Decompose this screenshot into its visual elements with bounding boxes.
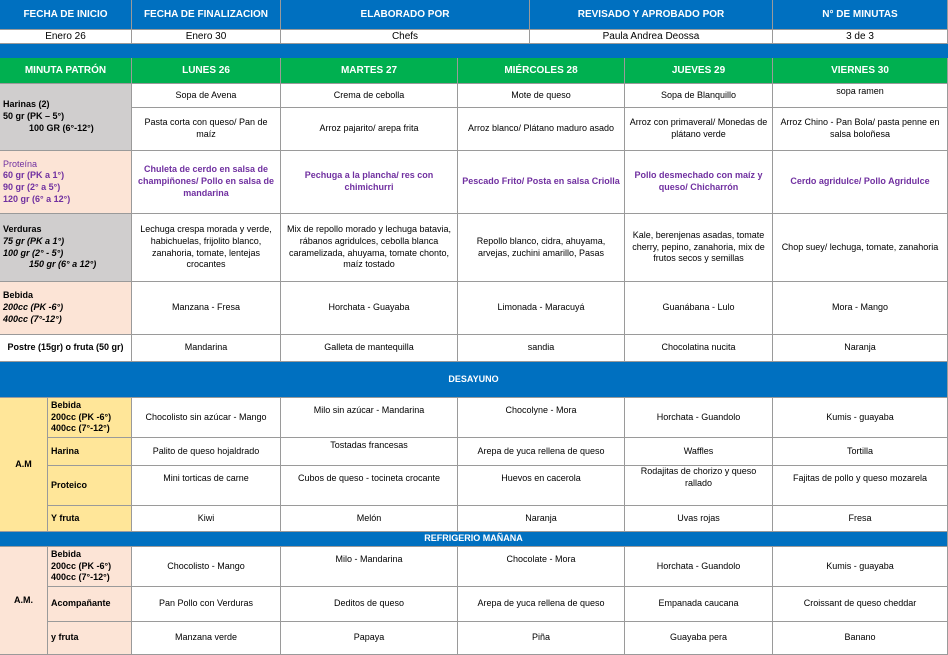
desayuno-bebida-viernes: Kumis - guayaba <box>773 398 948 438</box>
desayuno-fruta-martes: Melón <box>281 506 458 532</box>
desayuno-fruta-lunes: Kiwi <box>132 506 281 532</box>
postre-lunes: Mandarina <box>132 335 281 362</box>
refrigerio-acomp-jueves: Empanada caucana <box>625 587 773 622</box>
desayuno-fruta-jueves: Uvas rojas <box>625 506 773 532</box>
refrigerio-bebida-jueves: Horchata - Guandolo <box>625 547 773 587</box>
label-desayuno-proteico: Proteico <box>48 466 132 506</box>
refrigerio-bebida-lunes: Chocolisto - Mango <box>132 547 281 587</box>
refrigerio-fruta-miercoles: Piña <box>458 622 625 655</box>
desayuno-proteico-jueves: Rodajitas de chorizo y queso rallado <box>625 466 773 506</box>
desayuno-harina-lunes: Palito de queso hojaldrado <box>132 438 281 466</box>
desayuno-bebida-miercoles: Chocolyne - Mora <box>458 398 625 438</box>
harinas-principal-miercoles: Arroz blanco/ Plátano maduro asado <box>458 108 625 151</box>
harinas-sopa-jueves: Sopa de Blanquillo <box>625 84 773 108</box>
header-fecha-inicio: FECHA DE INICIO <box>0 0 132 30</box>
harinas-principal-viernes: Arroz Chino - Pan Bola/ pasta penne en salsa boloñesa <box>773 108 948 151</box>
label-refrigerio-acompanante: Acompañante <box>48 587 132 622</box>
label-postre: Postre (15gr) o fruta (50 gr) <box>0 335 132 362</box>
harinas-sopa-miercoles: Mote de queso <box>458 84 625 108</box>
group-am-desayuno: A.M <box>0 398 48 532</box>
proteina-lunes: Chuleta de cerdo en salsa de champiñones/ Pollo en salsa de mandarina <box>132 151 281 214</box>
harinas-sopa-martes: Crema de cebolla <box>281 84 458 108</box>
value-numero-minutas: 3 de 3 <box>773 30 948 44</box>
harinas-principal-martes: Arroz pajarito/ arepa frita <box>281 108 458 151</box>
desayuno-bebida-lunes: Chocolisto sin azúcar - Mango <box>132 398 281 438</box>
value-elaborado-por: Chefs <box>281 30 530 44</box>
divider-bar <box>0 44 948 58</box>
desayuno-harina-martes: Tostadas francesas <box>281 438 458 466</box>
refrigerio-bebida-martes: Milo - Mandarina <box>281 547 458 587</box>
desayuno-bebida-jueves: Horchata - Guandolo <box>625 398 773 438</box>
label-desayuno-harina: Harina <box>48 438 132 466</box>
refrigerio-bebida-miercoles: Chocolate - Mora <box>458 547 625 587</box>
postre-miercoles: sandia <box>458 335 625 362</box>
menu-header-minuta: MINUTA PATRÓN <box>0 58 132 84</box>
label-refrigerio-bebida: Bebida 200cc (PK -6°) 400cc (7°-12°) <box>48 547 132 587</box>
bebida-martes: Horchata - Guayaba <box>281 282 458 335</box>
postre-jueves: Chocolatina nucita <box>625 335 773 362</box>
desayuno-fruta-viernes: Fresa <box>773 506 948 532</box>
label-refrigerio-fruta: y fruta <box>48 622 132 655</box>
refrigerio-fruta-lunes: Manzana verde <box>132 622 281 655</box>
header-revisado-por: REVISADO Y APROBADO POR <box>530 0 773 30</box>
label-desayuno-fruta: Y fruta <box>48 506 132 532</box>
label-proteina: Proteína 60 gr (PK a 1°) 90 gr (2° a 5°) 120 gr (6° a 12°) <box>0 151 132 214</box>
refrigerio-acomp-lunes: Pan Pollo con Verduras <box>132 587 281 622</box>
proteina-jueves: Pollo desmechado con maíz y queso/ Chicharrón <box>625 151 773 214</box>
desayuno-proteico-miercoles: Huevos en cacerola <box>458 466 625 506</box>
refrigerio-acomp-martes: Deditos de queso <box>281 587 458 622</box>
value-revisado-por: Paula Andrea Deossa <box>530 30 773 44</box>
refrigerio-fruta-jueves: Guayaba pera <box>625 622 773 655</box>
harinas-sopa-viernes: sopa ramen <box>773 84 948 108</box>
menu-header-lunes: LUNES 26 <box>132 58 281 84</box>
harinas-sopa-lunes: Sopa de Avena <box>132 84 281 108</box>
label-desayuno-bebida: Bebida 200cc (PK -6°) 400cc (7°-12°) <box>48 398 132 438</box>
verduras-miercoles: Repollo blanco, cidra, ahuyama, arvejas, zuchini amarillo, Pasas <box>458 214 625 282</box>
proteina-viernes: Cerdo agridulce/ Pollo Agridulce <box>773 151 948 214</box>
value-fecha-finalizacion: Enero 30 <box>132 30 281 44</box>
menu-header-viernes: VIERNES 30 <box>773 58 948 84</box>
section-refrigerio: REFRIGERIO MAÑANA <box>0 532 948 547</box>
section-desayuno: DESAYUNO <box>0 362 948 398</box>
harinas-principal-lunes: Pasta corta con queso/ Pan de maíz <box>132 108 281 151</box>
menu-header-jueves: JUEVES 29 <box>625 58 773 84</box>
desayuno-proteico-viernes: Fajitas de pollo y queso mozarela <box>773 466 948 506</box>
label-verduras: Verduras 75 gr (PK a 1°) 100 gr (2° - 5°) 150 gr (6° a 12°) <box>0 214 132 282</box>
bebida-lunes: Manzana - Fresa <box>132 282 281 335</box>
postre-martes: Galleta de mantequilla <box>281 335 458 362</box>
header-elaborado-por: ELABORADO POR <box>281 0 530 30</box>
proteina-martes: Pechuga a la plancha/ res con chimichurri <box>281 151 458 214</box>
bebida-miercoles: Limonada - Maracuyá <box>458 282 625 335</box>
refrigerio-bebida-viernes: Kumis - guayaba <box>773 547 948 587</box>
verduras-lunes: Lechuga crespa morada y verde, habichuelas, frijolito blanco, zanahoria, tomate, lentejas crocantes <box>132 214 281 282</box>
label-harinas: Harinas (2) 50 gr (PK – 5°) 100 GR (6°-12°) <box>0 84 132 151</box>
proteina-miercoles: Pescado Frito/ Posta en salsa Criolla <box>458 151 625 214</box>
label-bebida: Bebida 200cc (PK -6°) 400cc (7°-12°) <box>0 282 132 335</box>
verduras-martes: Mix de repollo morado y lechuga batavia, rábanos agridulces, cebolla blanca caramelizada, ahuyama, tomate chonto, maíz tostado <box>281 214 458 282</box>
menu-header-miercoles: MIÉRCOLES 28 <box>458 58 625 84</box>
verduras-jueves: Kale, berenjenas asadas, tomate cherry, pepino, zanahoria, mix de frutos secos y semillas <box>625 214 773 282</box>
header-fecha-finalizacion: FECHA DE FINALIZACION <box>132 0 281 30</box>
verduras-viernes: Chop suey/ lechuga, tomate, zanahoria <box>773 214 948 282</box>
menu-header-martes: MARTES 27 <box>281 58 458 84</box>
refrigerio-acomp-miercoles: Arepa de yuca rellena de queso <box>458 587 625 622</box>
desayuno-bebida-martes: Milo sin azúcar - Mandarina <box>281 398 458 438</box>
harinas-principal-jueves: Arroz con primaveral/ Monedas de plátano verde <box>625 108 773 151</box>
desayuno-proteico-martes: Cubos de queso - tocineta crocante <box>281 466 458 506</box>
refrigerio-fruta-martes: Papaya <box>281 622 458 655</box>
desayuno-harina-viernes: Tortilla <box>773 438 948 466</box>
postre-viernes: Naranja <box>773 335 948 362</box>
bebida-viernes: Mora - Mango <box>773 282 948 335</box>
desayuno-harina-jueves: Waffles <box>625 438 773 466</box>
desayuno-fruta-miercoles: Naranja <box>458 506 625 532</box>
desayuno-proteico-lunes: Mini torticas de carne <box>132 466 281 506</box>
header-numero-minutas: N° DE MINUTAS <box>773 0 948 30</box>
refrigerio-acomp-viernes: Croissant de queso cheddar <box>773 587 948 622</box>
value-fecha-inicio: Enero 26 <box>0 30 132 44</box>
refrigerio-fruta-viernes: Banano <box>773 622 948 655</box>
group-am-refrigerio: A.M. <box>0 547 48 655</box>
bebida-jueves: Guanábana - Lulo <box>625 282 773 335</box>
desayuno-harina-miercoles: Arepa de yuca rellena de queso <box>458 438 625 466</box>
